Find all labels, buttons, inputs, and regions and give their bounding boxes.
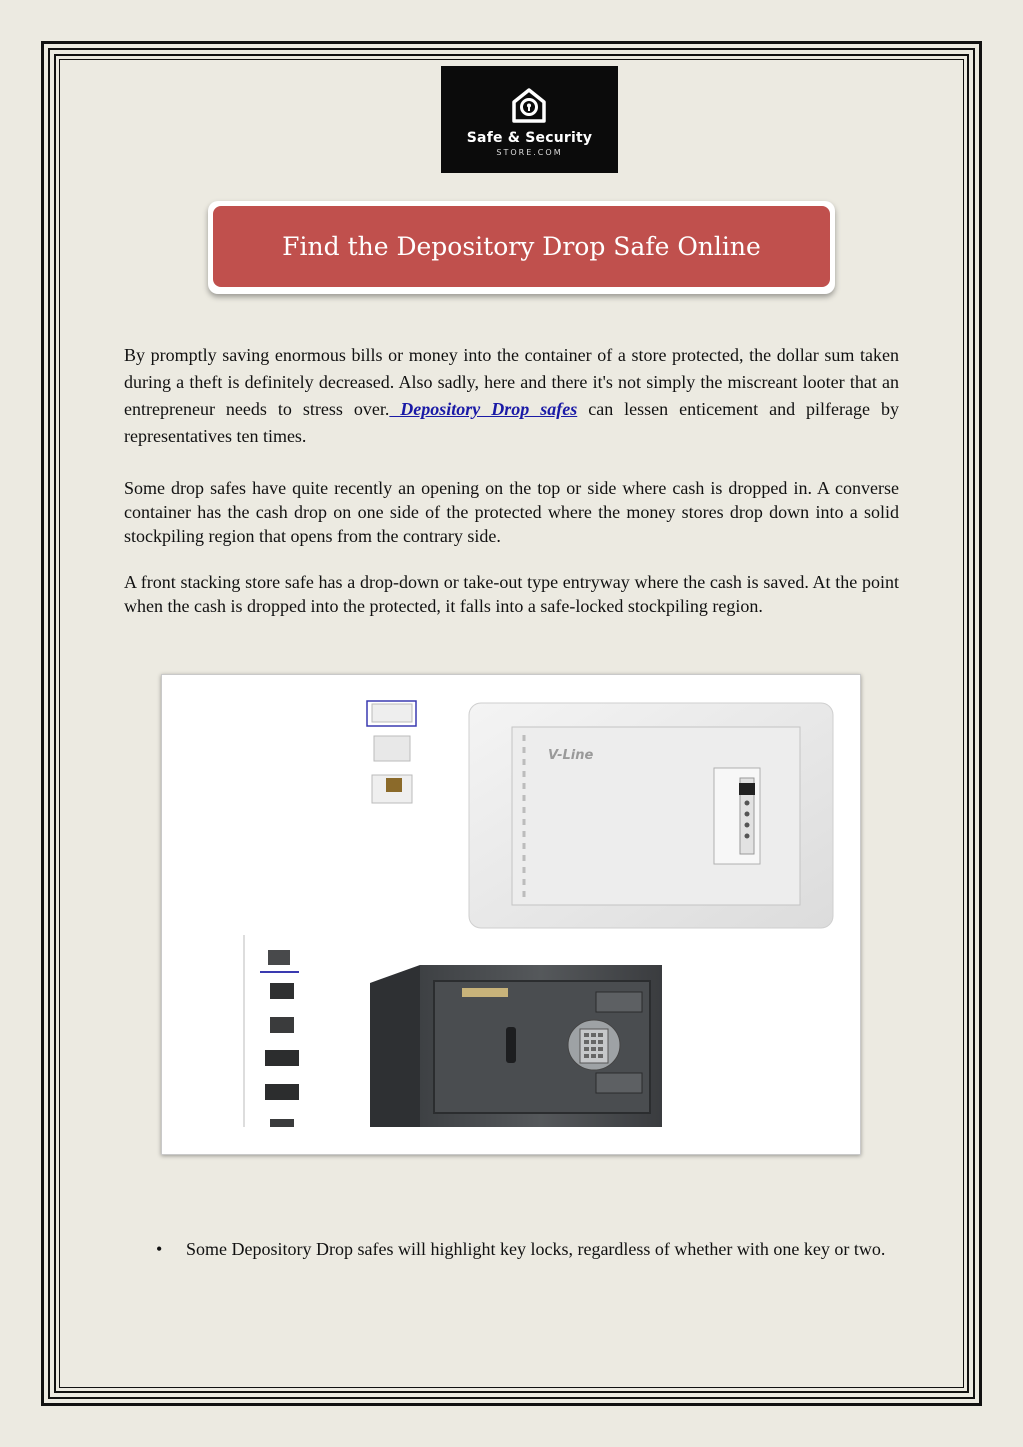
paragraph-2: Some drop safes have quite recently an opening on the top or side where cash is dropped in. A converse container has the cash drop on one side of the protected where the money stores drop down into a solid stockpiling region that opens from the contrary side.	[124, 478, 899, 546]
drop-safe-thumbnails[interactable]	[260, 947, 299, 1127]
logo-name: Safe & Security	[466, 130, 593, 146]
store-logo	[441, 66, 618, 173]
house-lock-icon	[509, 86, 549, 126]
title-banner-fill	[213, 206, 830, 287]
page-title: Find the Depository Drop Safe Online	[282, 232, 761, 261]
wall-safe	[469, 703, 833, 928]
bullet-marker: •	[156, 1239, 163, 1259]
paragraph-1-text: By promptly saving enormous bills or money into the container of a store protected, the dollar sum taken during a theft is definitely decreased. Also sadly, here and there it's not simply the miscreant looter that an entrepreneur needs to stress over.	[124, 345, 899, 419]
logo-subtitle: STORE.COM	[496, 148, 563, 157]
paragraph-3: A front stacking store safe has a drop-down or take-out type entryway where the cash is saved. At the point when the cash is dropped into the protected, it falls into a safe-locked stockpiling region.	[124, 572, 899, 616]
list-item-text: Some Depository Drop safes will highlight key locks, regardless of whether with one key or two.	[186, 1239, 886, 1259]
drop-safe	[370, 965, 662, 1127]
depository-drop-safes-link[interactable]: Depository Drop safes	[389, 399, 578, 419]
title-banner	[208, 201, 835, 294]
product-image	[161, 674, 861, 1155]
v-line-brand: V-Line	[548, 748, 594, 763]
wall-safe-thumbnails[interactable]	[367, 701, 416, 803]
list-item	[124, 1237, 899, 1261]
safes-illustration	[162, 675, 860, 1154]
paragraph-1	[124, 342, 899, 450]
paragraph-1-text-end: can lessen enticement and pilferage by representatives ten times.	[124, 399, 899, 446]
bullet-list	[124, 1237, 899, 1261]
